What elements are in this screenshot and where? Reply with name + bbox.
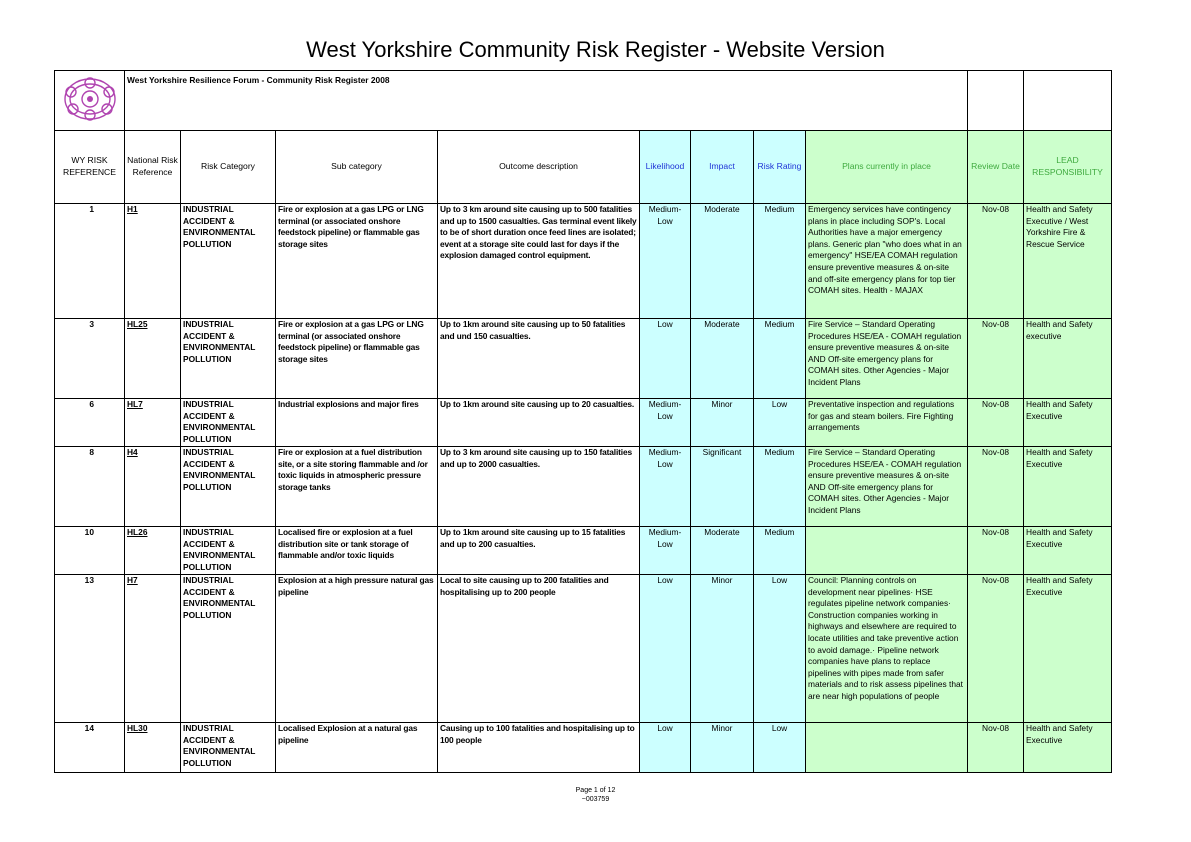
cell-category: INDUSTRIAL ACCIDENT & ENVIRONMENTAL POLLUTION	[181, 575, 276, 723]
cell-category: INDUSTRIAL ACCIDENT & ENVIRONMENTAL POLLUTION	[181, 723, 276, 773]
header-review: Review Date	[968, 131, 1024, 204]
cell-national-ref: HL26	[125, 527, 181, 575]
cell-national-ref: H4	[125, 447, 181, 527]
cell-national-ref: HL25	[125, 319, 181, 399]
cell-outcome: Up to 1km around site causing up to 20 casualties.	[438, 399, 640, 447]
table-row	[55, 399, 1112, 447]
cell-likelihood: Medium-Low	[640, 527, 691, 575]
cell-ref: 1	[55, 204, 125, 319]
cell-review: Nov-08	[968, 204, 1024, 319]
risk-register-table	[54, 70, 1112, 773]
page-title: West Yorkshire Community Risk Register - Website Version	[306, 37, 885, 62]
cell-subcategory: Explosion at a high pressure natural gas pipeline	[276, 575, 438, 723]
cell-impact: Significant	[691, 447, 754, 527]
cell-ref: 8	[55, 447, 125, 527]
cell-lead: Health and Safety Executive	[1024, 575, 1112, 723]
cell-review: Nov-08	[968, 723, 1024, 773]
cell-plans: Preventative inspection and regulations for gas and steam boilers. Fire Fighting arrangements	[806, 399, 968, 447]
header-lead: LEAD RESPONSIBILITY	[1024, 131, 1112, 204]
cell-national-ref: H1	[125, 204, 181, 319]
cell-outcome: Causing up to 100 fatalities and hospitalising up to 100 people	[438, 723, 640, 773]
header-plans: Plans currently in place	[806, 131, 968, 204]
cell-impact: Minor	[691, 723, 754, 773]
header-impact: Impact	[691, 131, 754, 204]
cell-likelihood: Medium-Low	[640, 399, 691, 447]
table-row	[55, 723, 1112, 773]
header-subcategory: Sub category	[276, 131, 438, 204]
cell-national-ref: H7	[125, 575, 181, 723]
cell-lead: Health and Safety Executive	[1024, 399, 1112, 447]
footer-page-number: Page 1 of 12	[575, 787, 616, 794]
cell-plans	[806, 527, 968, 575]
cell-subcategory: Fire or explosion at a fuel distribution site, or a site storing flammable and /or toxic liquids in atmospheric pressure storage tanks	[276, 447, 438, 527]
cell-lead: Health and Safety executive	[1024, 319, 1112, 399]
banner-empty-cell	[1024, 71, 1112, 131]
cell-lead: Health and Safety Executive	[1024, 723, 1112, 773]
cell-outcome: Local to site causing up to 200 fatalities and hospitalising up to 200 people	[438, 575, 640, 723]
cell-category: INDUSTRIAL ACCIDENT & ENVIRONMENTAL POLLUTION	[181, 319, 276, 399]
banner-empty-cell	[968, 71, 1024, 131]
cell-impact: Moderate	[691, 527, 754, 575]
header-likelihood: Likelihood	[640, 131, 691, 204]
cell-likelihood: Low	[640, 723, 691, 773]
cell-lead: Health and Safety Executive	[1024, 527, 1112, 575]
cell-subcategory: Industrial explosions and major fires	[276, 399, 438, 447]
cell-outcome: Up to 3 km around site causing up to 150 fatalities and up to 2000 casualties.	[438, 447, 640, 527]
cell-ref: 14	[55, 723, 125, 773]
cell-lead: Health and Safety Executive / West Yorkshire Fire & Rescue Service	[1024, 204, 1112, 319]
cell-subcategory: Fire or explosion at a gas LPG or LNG terminal (or associated onshore feedstock pipeline) or flammable gas storage sites	[276, 204, 438, 319]
table-row	[55, 319, 1112, 399]
cell-national-ref: HL30	[125, 723, 181, 773]
header-row	[55, 131, 1112, 204]
cell-plans: Fire Service – Standard Operating Procedures HSE/EA - COMAH regulation ensure preventive measures & on-site AND Off-site emergency plans for COMAH sites. Other Agencies - Major Incident Plans	[806, 447, 968, 527]
cell-review: Nov-08	[968, 527, 1024, 575]
cell-rating: Medium	[754, 527, 806, 575]
cell-ref: 6	[55, 399, 125, 447]
cell-likelihood: Low	[640, 575, 691, 723]
cell-outcome: Up to 1km around site causing up to 50 fatalities and und 150 casualties.	[438, 319, 640, 399]
cell-rating: Low	[754, 575, 806, 723]
cell-national-ref: HL7	[125, 399, 181, 447]
header-category: Risk Category	[181, 131, 276, 204]
cell-rating: Medium	[754, 319, 806, 399]
rose-emblem-icon	[61, 74, 119, 124]
cell-category: INDUSTRIAL ACCIDENT & ENVIRONMENTAL POLLUTION	[181, 204, 276, 319]
cell-likelihood: Medium-Low	[640, 204, 691, 319]
cell-category: INDUSTRIAL ACCIDENT & ENVIRONMENTAL POLLUTION	[181, 447, 276, 527]
footer-reference: ~003759	[581, 796, 610, 803]
cell-outcome: Up to 1km around site causing up to 15 fatalities and up to 200 casualties.	[438, 527, 640, 575]
cell-review: Nov-08	[968, 319, 1024, 399]
cell-review: Nov-08	[968, 447, 1024, 527]
cell-subcategory: Localised Explosion at a natural gas pipeline	[276, 723, 438, 773]
cell-ref: 3	[55, 319, 125, 399]
cell-subcategory: Fire or explosion at a gas LPG or LNG terminal (or associated onshore feedstock pipeline) or flammable gas storage sites	[276, 319, 438, 399]
table-row	[55, 527, 1112, 575]
cell-likelihood: Low	[640, 319, 691, 399]
cell-subcategory: Localised fire or explosion at a fuel distribution site or tank storage of flammable and/or toxic liquids	[276, 527, 438, 575]
cell-rating: Low	[754, 399, 806, 447]
header-rating: Risk Rating	[754, 131, 806, 204]
cell-rating: Medium	[754, 447, 806, 527]
cell-likelihood: Medium-Low	[640, 447, 691, 527]
cell-plans: Council: Planning controls on development near pipelines· HSE regulates pipeline network companies· Construction companies working in highways and elsewhere are required to locate utilities and take preventive action to avoid damage.· Pipeline network companies have plans to replace pipelines with pipes made from safer materials and to risk assess pipelines that are near high populations of people	[806, 575, 968, 723]
table-row	[55, 575, 1112, 723]
cell-rating: Medium	[754, 204, 806, 319]
table-row	[55, 204, 1112, 319]
cell-review: Nov-08	[968, 399, 1024, 447]
header-outcome: Outcome description	[438, 131, 640, 204]
cell-impact: Minor	[691, 399, 754, 447]
cell-ref: 13	[55, 575, 125, 723]
cell-impact: Moderate	[691, 319, 754, 399]
cell-category: INDUSTRIAL ACCIDENT & ENVIRONMENTAL POLLUTION	[181, 399, 276, 447]
banner-title: West Yorkshire Resilience Forum - Community Risk Register 2008	[125, 71, 968, 131]
logo-cell	[55, 71, 125, 131]
header-national-ref: National Risk Reference	[125, 131, 181, 204]
cell-category: INDUSTRIAL ACCIDENT & ENVIRONMENTAL POLLUTION	[181, 527, 276, 575]
cell-impact: Minor	[691, 575, 754, 723]
cell-ref: 10	[55, 527, 125, 575]
cell-rating: Low	[754, 723, 806, 773]
cell-plans	[806, 723, 968, 773]
cell-outcome: Up to 3 km around site causing up to 500 fatalities and up to 1500 casualties. Gas terminal event likely to be of short duration once feed lines are isolated; event at a storage site could last for days if the explosion damaged control equipment.	[438, 204, 640, 319]
table-row	[55, 447, 1112, 527]
cell-plans: Fire Service – Standard Operating Procedures HSE/EA - COMAH regulation ensure preventive measures & on-site AND Off-site emergency plans for COMAH sites. Other Agencies - Major Incident Plans	[806, 319, 968, 399]
cell-impact: Moderate	[691, 204, 754, 319]
header-wy-ref: WY RISK REFERENCE	[55, 131, 125, 204]
cell-review: Nov-08	[968, 575, 1024, 723]
cell-lead: Health and Safety Executive	[1024, 447, 1112, 527]
cell-plans: Emergency services have contingency plans in place including SOP's. Local Authorities have a major emergency plans. Generic plan "who does what in an emergency" HSE/EA COMAH regulation ensure preventive measures & on-site and off-site emergency plans for top tier COMAH sites. Health - MAJAX	[806, 204, 968, 319]
